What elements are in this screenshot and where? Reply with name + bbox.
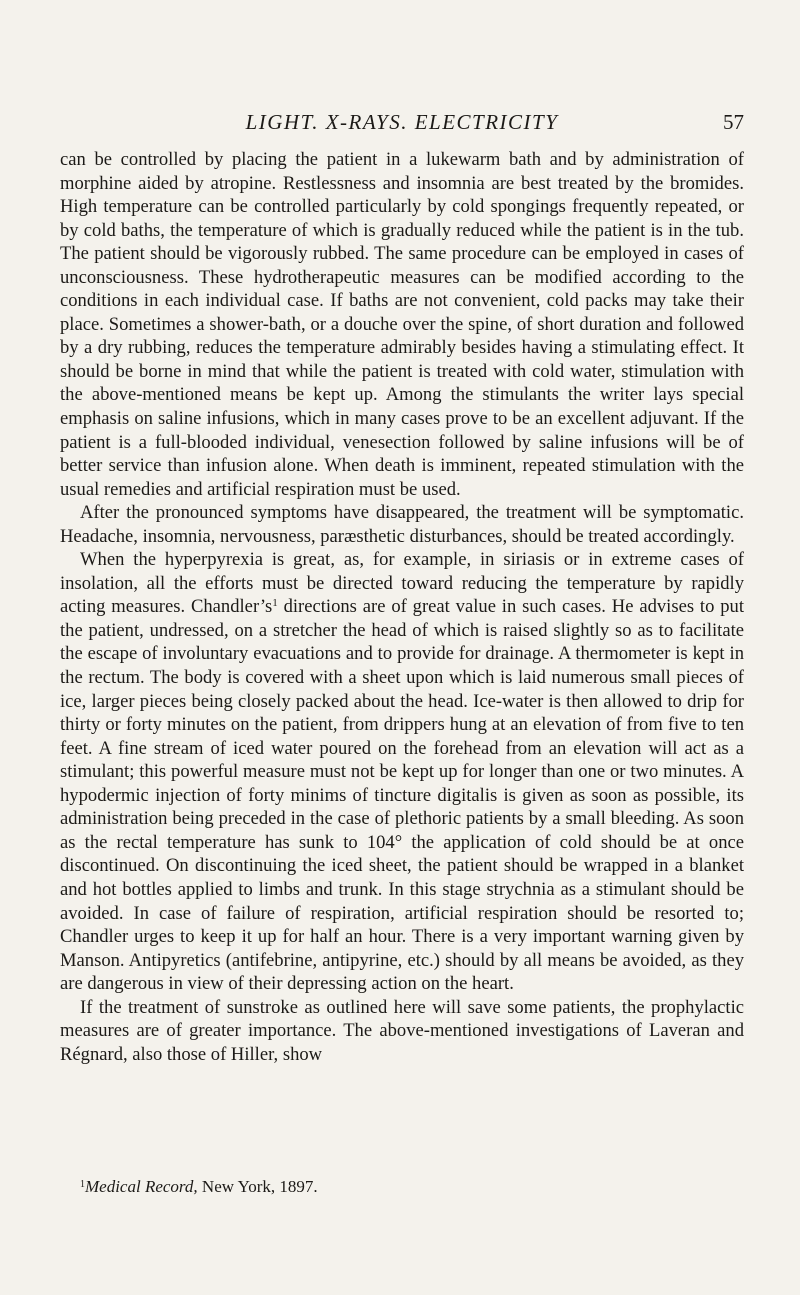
paragraph-3-start: When the hyperpyrexia is great, as, for example, in siriasis or in extreme cases of insolation, all the efforts must be directed toward reducing the temperature by rapidly acting measures. Chandler’s <box>60 549 744 618</box>
running-title: LIGHT. X-RAYS. ELECTRICITY <box>245 110 559 134</box>
book-page <box>60 0 744 1295</box>
footnote-source: Medical Record, <box>85 1177 198 1196</box>
paragraph-3-rest: directions are of great value in such cases. He advises to put the patient, undressed, on a stretcher the head of which is raised slightly so as to facilitate the escape of involuntary evacuations and to provide for drainage. A thermometer is kept in the rectum. The body is covered with a sheet upon which is laid numerous small pieces of ice, larger pieces being closely packed about the head. Ice-water is then allowed to drip for thirty or forty minutes on the patient, from drippers hung at an elevation of from five to ten feet. A fine stream of iced water poured on the forehead from an elevation will act as a stimulant; this powerful measure must not be kept up for longer than one or two minutes. A hypodermic injection of forty minims of tincture digitalis is given as soon as possible, its administration being preceded in the case of plethoric patients by a small bleeding. As soon as the rectal temperature has sunk to 104° the application of cold should be at once discontinued. On discontinuing the iced sheet, the patient should be wrapped in a blanket and hot bottles applied to limbs and trunk. In this stage strychnia as a stimulant should be avoided. In case of failure of respiration, artificial respiration should be resorted to; Chandler urges to keep it up for half an hour. There is a very important warning given by Manson. Antipyretics (antifebrine, antipyrine, etc.) should by all means be avoided, as they are dangerous in view of their depressing action on the heart. <box>60 596 745 995</box>
paragraph-1: can be controlled by placing the patient in a lukewarm bath and by administration of morphine aided by atropine. Restlessness and insomnia are best treated by the bromides. High temperature can be controlled particularly by cold spongings frequently repeated, or by cold baths, the temperature of which is gradually reduced while the patient is in the tub. The patient should be vigorously rubbed. The same procedure can be employed in cases of unconsciousness. These hydrotherapeutic measures can be modified according to the conditions in each individual case. If baths are not convenient, cold packs may take their place. Sometimes a shower-bath, or a douche over the spine, of short duration and followed by a dry rubbing, reduces the temperature admirably besides having a stimulating effect. It should be borne in mind that while the patient is treated with cold water, stimulation with the above-mentioned means be kept up. Among the stimulants the writer lays special emphasis on saline infusions, which in many cases prove to be an excellent adjuvant. If the patient is a full-blooded individual, venesection followed by saline infusions will be of better service than infusion alone. When death is imminent, repeated stimulation with the usual remedies and artificial respiration must be used. <box>60 149 744 500</box>
paragraph-2: After the pronounced symptoms have disappeared, the treatment will be symptomatic. Headache, insomnia, nervousness, paræsthetic disturbances, should be treated accordingly. <box>60 502 744 547</box>
page-number: 57 <box>723 110 744 134</box>
paragraph-4: If the treatment of sunstroke as outlined here will save some patients, the prophylactic measures are of greater importance. The above-mentioned investigations of Laveran and Régnard, also those of Hiller, show <box>60 996 744 1065</box>
footnote-marker: 1 <box>80 1179 85 1190</box>
page-header <box>60 110 744 140</box>
footnote-rest: New York, 1897. <box>197 1177 318 1196</box>
paragraph-3 <box>60 548 744 995</box>
body-text <box>60 148 744 1066</box>
footnote <box>60 1176 744 1198</box>
footnote-reference: 1 <box>272 597 278 610</box>
